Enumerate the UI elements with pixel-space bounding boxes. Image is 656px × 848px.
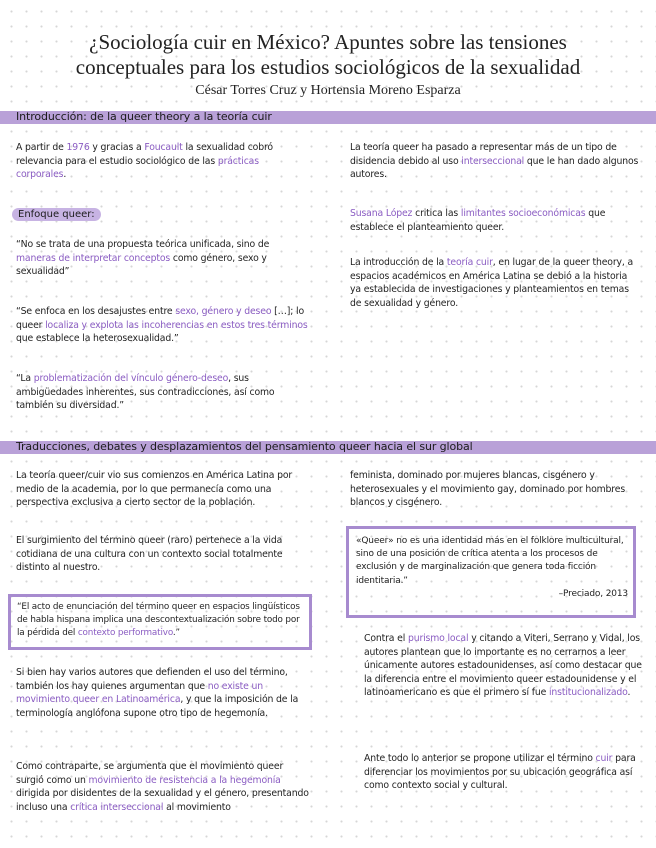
authors: César Torres Cruz y Hortensia Moreno Esparza xyxy=(195,83,461,98)
quote-2 xyxy=(16,305,310,346)
s2-paragraph-1: La teoría queer/cuir vio sus comienzos en América Latina por medio de la academia, por lo que permanecía como una perspectiva exclusiva a cierto sector de la población. xyxy=(16,470,293,509)
intro-text-1: A partir de xyxy=(16,142,67,153)
right-p3-text-2: , en lugar de la queer theory, a espacios académicos en América Latina se debió a la historia ya establecida de investigaciones y planteamientos en temas de sexualidad y género. xyxy=(350,257,634,309)
quote-2-highlight-1: sexo, género y deseo xyxy=(175,306,272,317)
quote-2-text-3: que establece la heterosexualidad.” xyxy=(16,333,179,345)
box-1-highlight: contexto performativo xyxy=(77,628,173,638)
s2-right-p3-highlight: cuir xyxy=(595,753,613,764)
s2-p3-highlight: no existe un movimiento queer en Latinoamérica xyxy=(16,680,264,706)
s2-right-p2-highlight-2: institucionalizado xyxy=(548,687,628,699)
quote-3-text-2: , sus ambigüedades inherentes, sus contradicciones, así como también su diversidad.” xyxy=(16,373,275,412)
s2-p4-text-2: dirigida por disidentes de la sexualidad y el género, presentando incluso una xyxy=(16,788,309,813)
s2-right-p2-text-2: y citando a Viteri, Serrano y Vidal, los autores plantean que lo importante es no cerrarnos a leer únicamente autores estadounidenses, así como destacar que la diferencia entre el movimiento queer estadounidense y el latinoamericano es que el primero sí fue xyxy=(364,633,642,699)
right-paragraph-1 xyxy=(350,141,640,182)
quote-1 xyxy=(16,238,310,279)
section-heading-traducciones: Traducciones, debates y desplazamientos del pensamiento queer hacia el sur global xyxy=(16,440,473,453)
section-heading-intro: Introducción: de la queer theory a la teoría cuir xyxy=(16,110,272,123)
s2-p4-text-3: al movimiento xyxy=(163,801,231,813)
s2-right-p2-text-3: . xyxy=(627,687,631,699)
s2-p4-text-1: Como contraparte, se argumenta que el movimiento queer surgió como un xyxy=(16,761,284,786)
s2-p3-text-2: , y que la imposición de la terminología anglófona supone otro tipo de hegemonía. xyxy=(16,694,299,719)
right-paragraph-3 xyxy=(350,256,640,310)
s2-right-p3-text-1: Ante todo lo anterior se propone utilizar el término xyxy=(364,753,596,764)
s2-p3-text-1: Si bien hay varios autores que defienden el uso del término, también los hay quienes argumentan que xyxy=(16,667,288,692)
intro-author: Foucault xyxy=(144,142,183,153)
s2-right-paragraph-2 xyxy=(364,632,646,700)
quote-2-text-1: “Se enfoca en los desajustes entre xyxy=(16,306,176,317)
right-p2-text-1: critica las xyxy=(412,208,461,219)
right-p2-highlight-2: limitantes socioeconómicas xyxy=(460,208,586,219)
quote-3-text-1: “La xyxy=(16,373,34,384)
document-title xyxy=(0,30,656,80)
s2-right-p3-text-2: para diferenciar los movimientos por su ubicación geográfica así como contexto social y cultural. xyxy=(364,753,636,792)
enfoque-queer-label: Enfoque queer: xyxy=(12,208,101,221)
title-line-2: conceptuales para los estudios sociológicos de la sexualidad xyxy=(75,55,581,79)
right-p2-text-2: que establece el planteamiento queer. xyxy=(350,208,606,233)
s2-paragraph-3 xyxy=(16,666,310,720)
right-paragraph-2 xyxy=(350,207,640,234)
intro-paragraph xyxy=(16,141,306,182)
box-1-quote xyxy=(17,601,305,640)
s2-p4-highlight-1: movimiento de resistencia a la hegemonía xyxy=(88,774,281,786)
right-p2-highlight-1: Susana López xyxy=(350,208,413,219)
box-2-citation: –Preciado, 2013 xyxy=(558,588,628,599)
quote-1-highlight: maneras de interpretar conceptos xyxy=(16,252,171,264)
s2-right-p2-text-1: Contra el xyxy=(364,633,408,644)
quote-2-highlight-2: localiza y explota las incoherencias en estos tres términos xyxy=(45,319,308,331)
s2-right-p2-highlight-1: purismo local xyxy=(407,633,469,644)
s2-paragraph-4 xyxy=(16,760,310,814)
intro-text-2: y gracias a xyxy=(89,142,145,153)
s2-paragraph-2: El surgimiento del término queer (raro) pertenece a la vida cotidiana de una cultura con un contexto social totalmente distinto al nuestro. xyxy=(16,535,283,574)
box-1-text-2: .” xyxy=(172,628,180,638)
box-2-quote xyxy=(356,535,628,601)
right-p3-highlight: teoría cuir xyxy=(446,257,493,268)
s2-right-paragraph-1: feminista, dominado por mujeres blancas, cisgénero y heterosexuales y el movimiento gay, dominado por hombres blancos y cisgénero. xyxy=(350,470,626,509)
right-p1-text-1: La teoría queer ha pasado a representar más de un tipo de disidencia debido al uso xyxy=(350,142,617,167)
intro-practices: prácticas corporales xyxy=(16,155,259,181)
quote-3 xyxy=(16,372,310,413)
quote-3-highlight: problematización del vínculo género-deseo xyxy=(33,373,229,384)
title-line-1: ¿Sociología cuir en México? Apuntes sobre las tensiones xyxy=(89,30,567,54)
s2-p4-highlight-2: crítica interseccional xyxy=(70,801,164,813)
box-1-text-1: “El acto de enunciación del término queer en espacios lingüísticos de habla hispana implica una descontextualización sobre todo por la pérdida del xyxy=(17,602,300,638)
s2-right-paragraph-3 xyxy=(364,752,646,793)
box-2-quote-text: «Queer» no es una identidad más en el folklore multicultural, sino de una posición de crítica atenta a los procesos de exclusión y de marginalización que genera toda ficción identitaria.” xyxy=(356,536,624,586)
intro-text-3: la sexualidad cobró relevancia para el estudio sociológico de las xyxy=(16,142,273,167)
intro-text-4: . xyxy=(63,169,67,181)
intro-year: 1976 xyxy=(66,142,90,153)
right-p1-text-2: que le han dado algunos autores. xyxy=(350,155,639,181)
right-p1-highlight: interseccional xyxy=(461,155,525,167)
quote-1-text-2: como género, sexo y sexualidad” xyxy=(16,252,267,278)
right-p3-text-1: La introducción de la xyxy=(350,257,447,268)
quote-1-text-1: “No se trata de una propuesta teórica unificada, sino de xyxy=(16,239,270,250)
quote-2-text-2: […]; lo queer xyxy=(16,306,305,331)
